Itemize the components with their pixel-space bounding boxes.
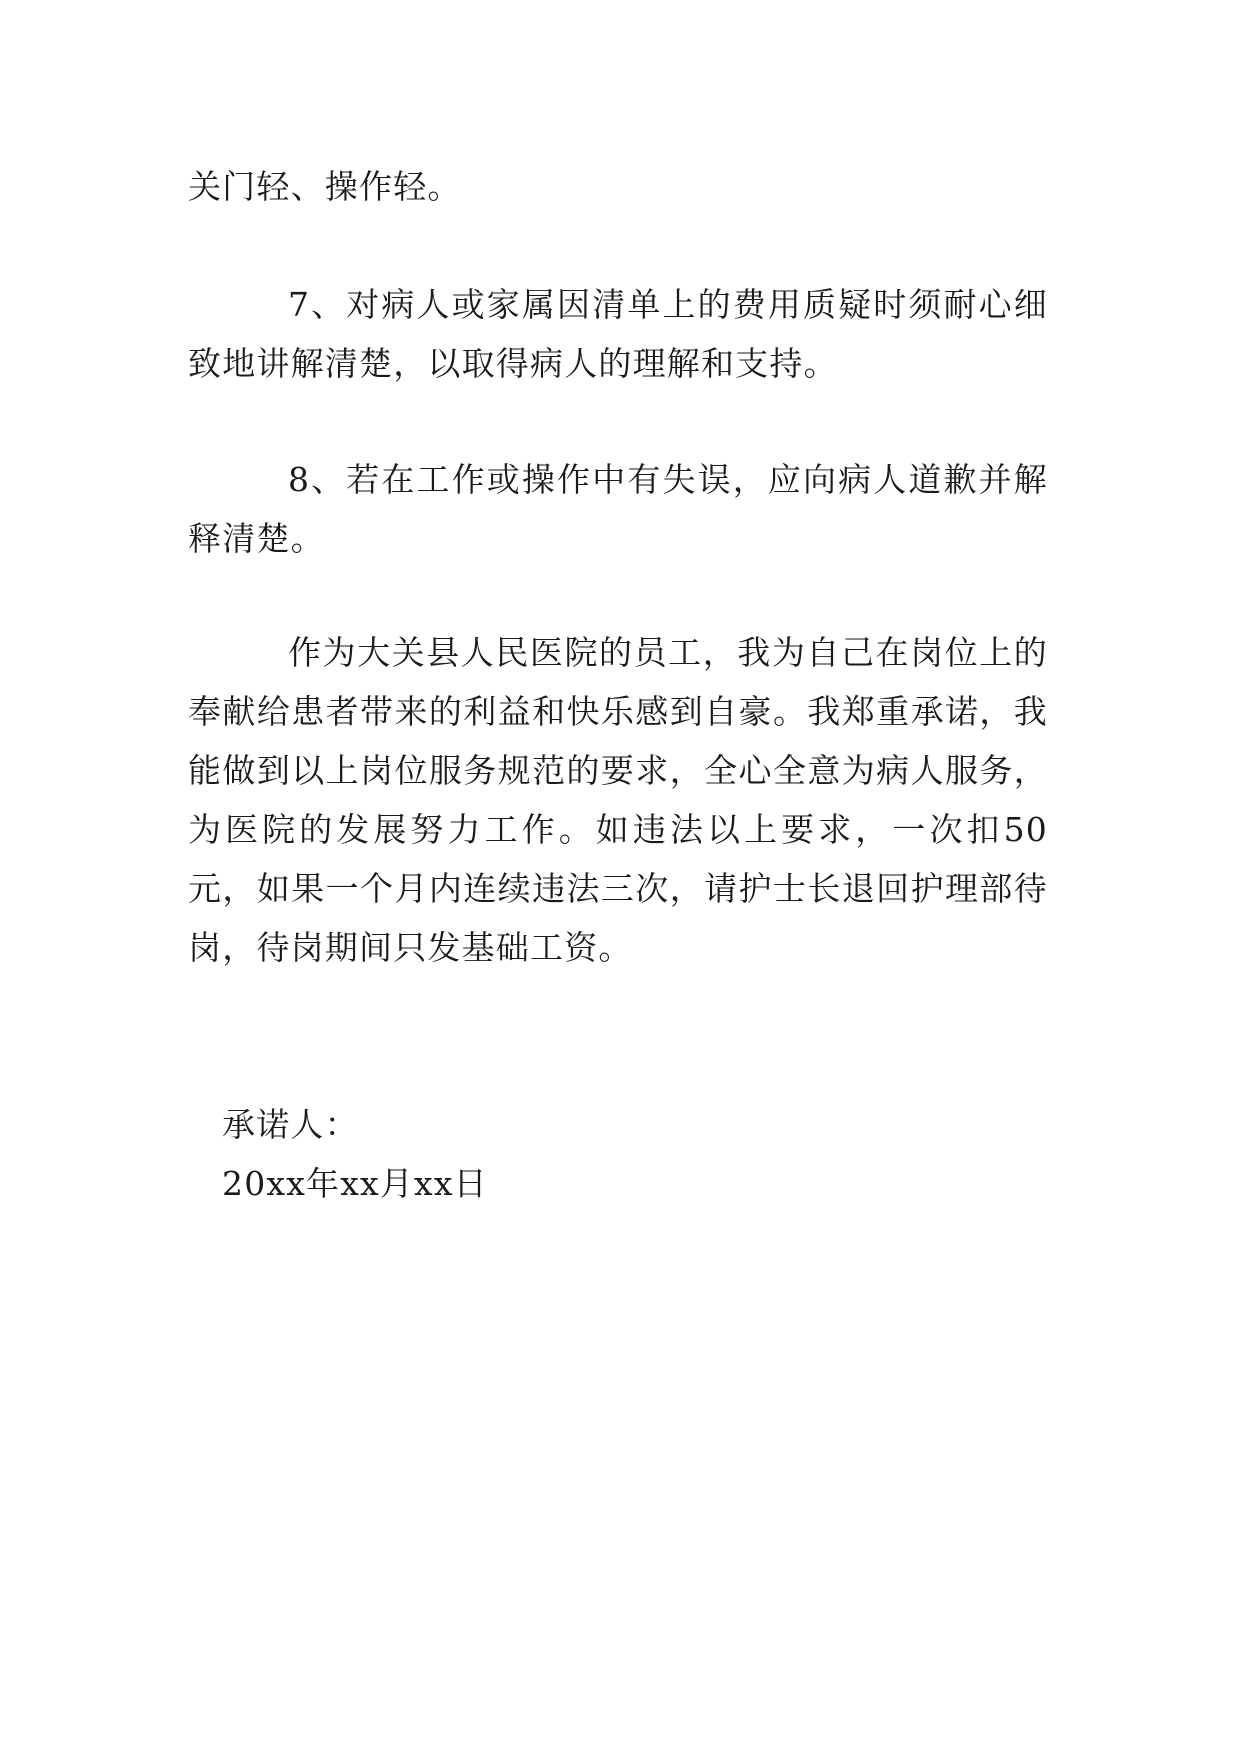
signature-label: 承诺人： [222,1105,359,1144]
paragraph-continuation: 关门轻、操作轻。 [188,167,462,206]
paragraph-pledge: 作为大关县人民医院的员工，我为自己在岗位上的奉献给患者带来的利益和快乐感到自豪。我郑重承诺，我能做到以上岗位服务规范的要求，全心全意为病人服务，为医院的发展努力工作。如违法以上要求，一次扣50元，如果一个月内连续违法三次，请护士长退回护理部待岗，待岗期间只发基础工资。 [188,633,1048,967]
signature-date: 20xx年xx月xx日 [222,1164,488,1203]
paragraph-item-8: 8、若在工作或操作中有失误，应向病人道歉并解释清楚。 [188,460,1048,558]
paragraph-item-7: 7、对病人或家属因清单上的费用质疑时须耐心细致地讲解清楚，以取得病人的理解和支持。 [188,285,1048,383]
